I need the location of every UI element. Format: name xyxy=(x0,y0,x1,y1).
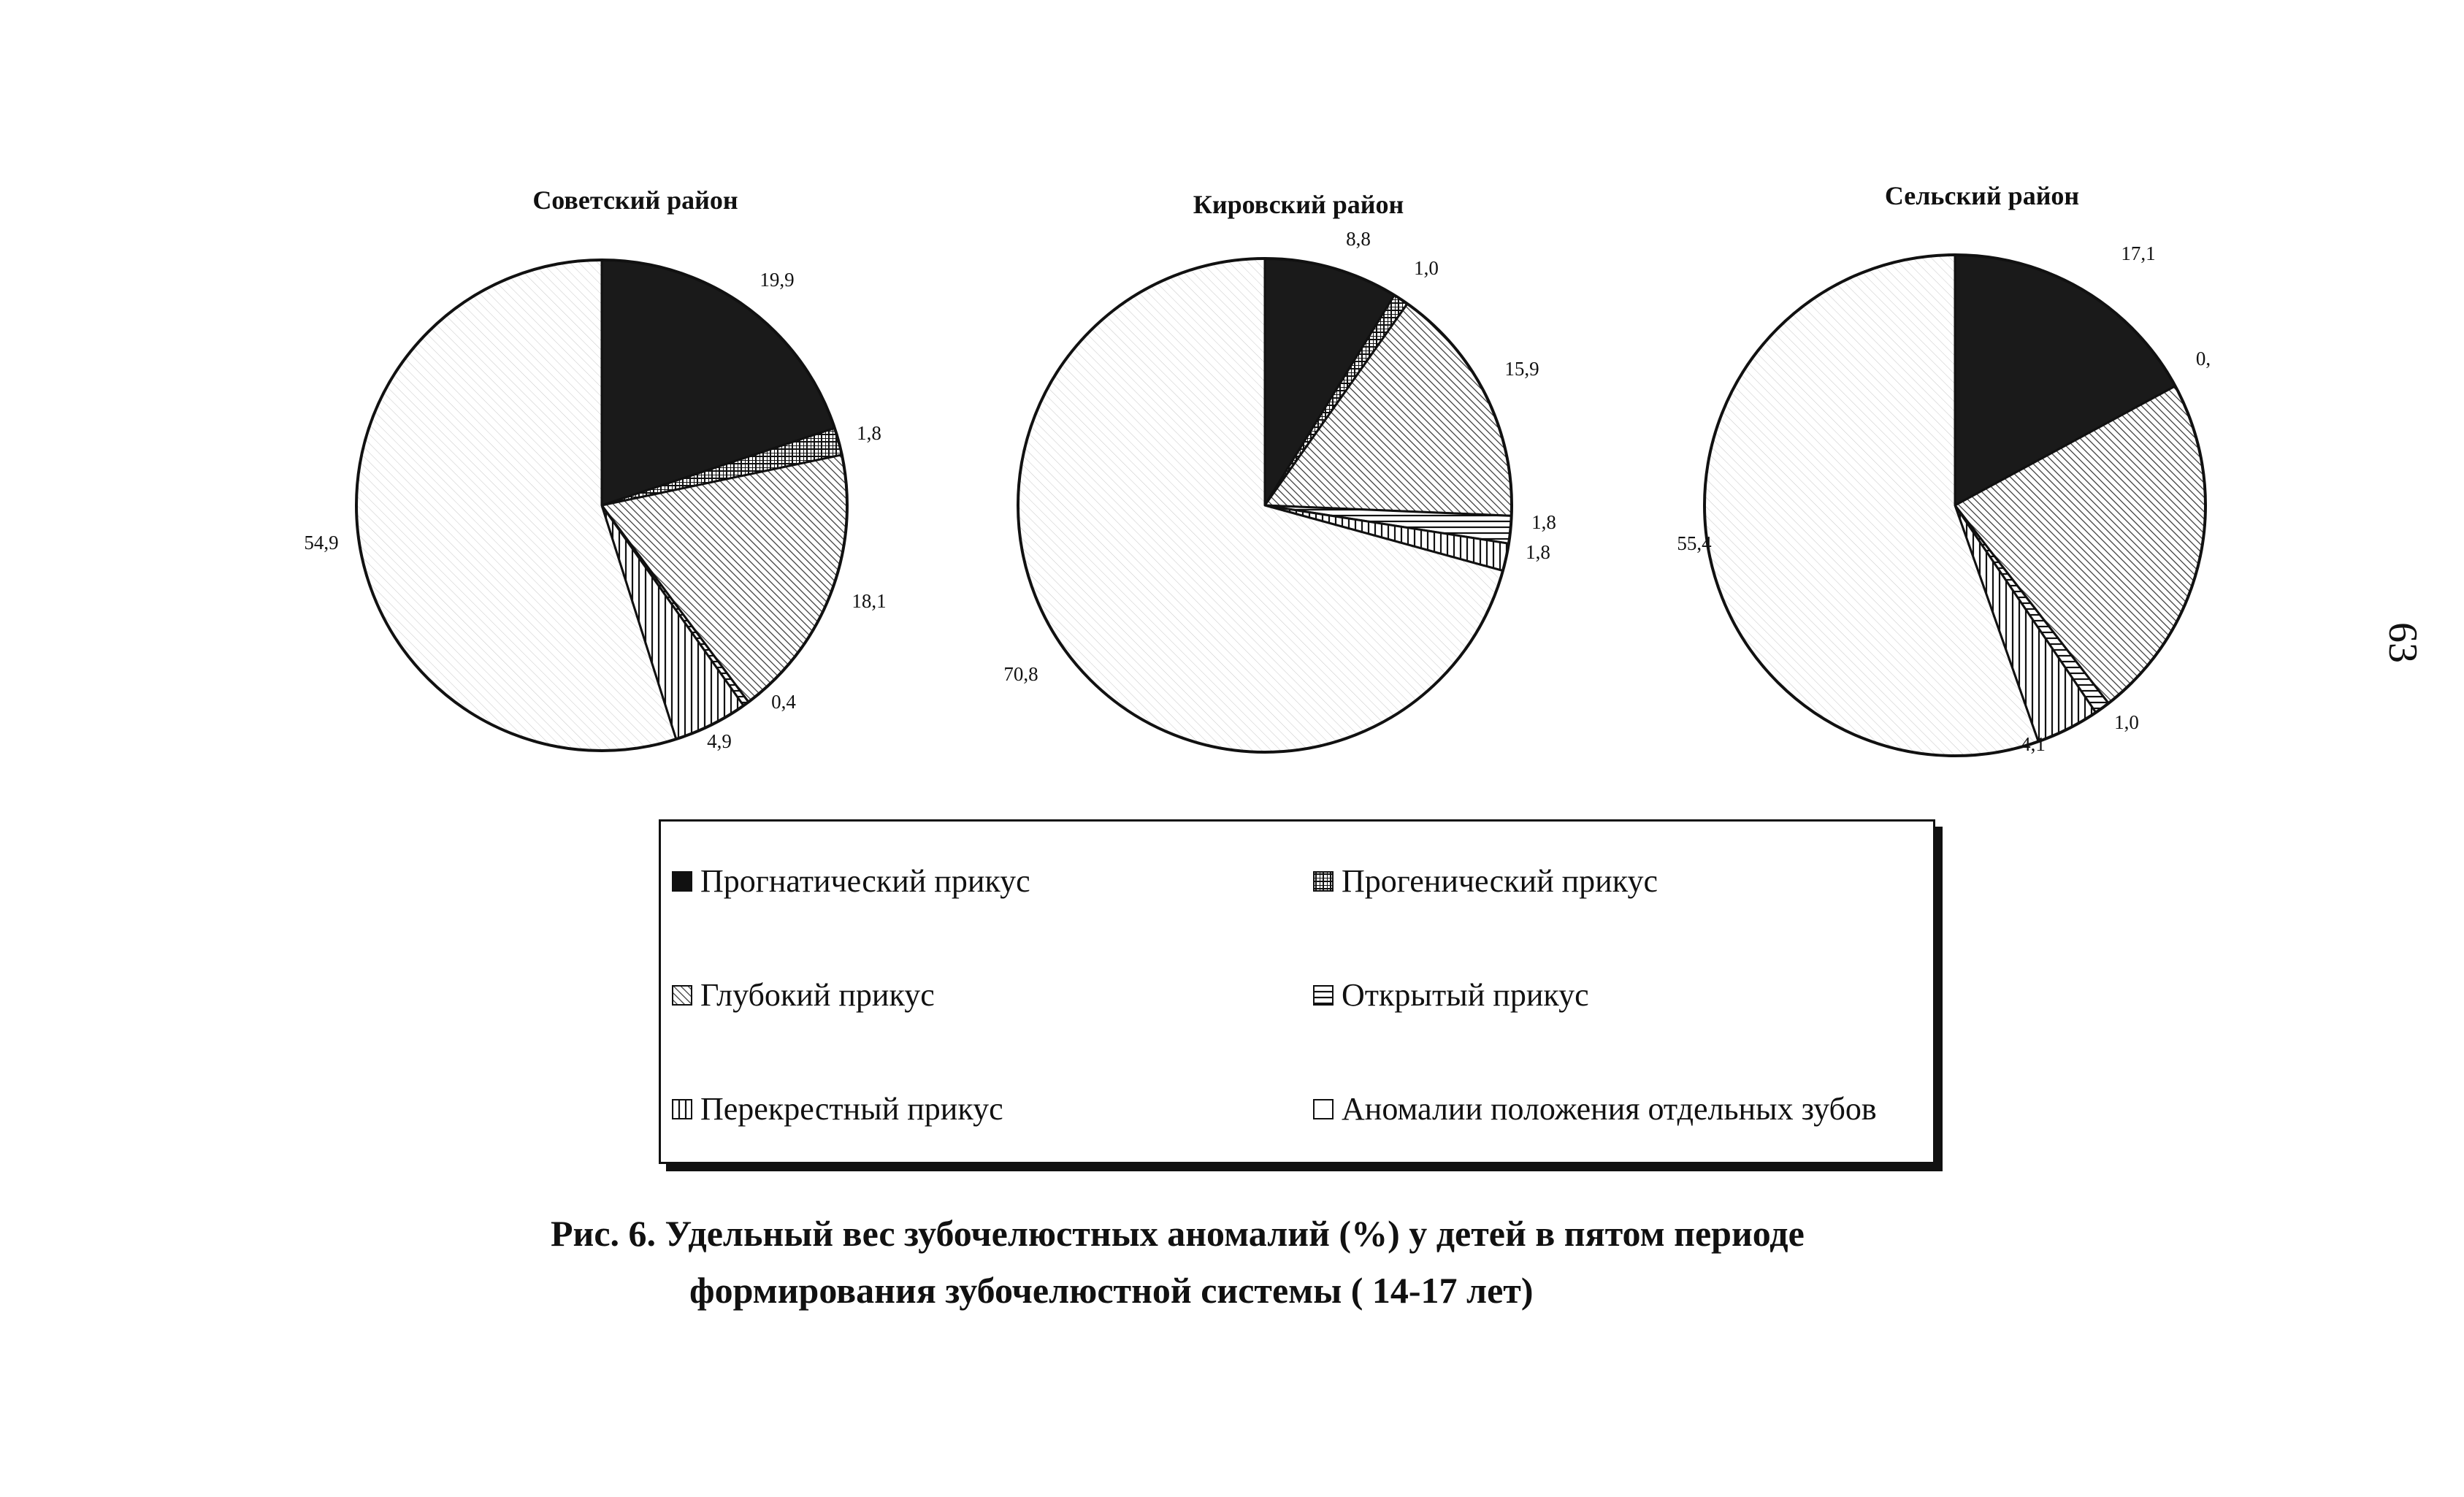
pie-data-label: 4,9 xyxy=(707,730,732,752)
pie-chart-sovetsky xyxy=(304,185,886,752)
legend xyxy=(659,819,1935,1164)
pie-data-label: 1,0 xyxy=(1414,257,1439,279)
pie-data-label: 0,4 xyxy=(771,691,796,713)
legend-swatch-solid xyxy=(671,870,693,892)
pie-data-label: 54,9 xyxy=(304,532,339,554)
pie-chart-selsky xyxy=(1677,181,2211,756)
pie-title: Советский район xyxy=(532,185,738,215)
legend-item-progenic xyxy=(1312,862,1658,900)
legend-label: Открытый прикус xyxy=(1342,977,1589,1013)
legend-label: Глубокий прикус xyxy=(700,977,935,1013)
pie-title: Сельский район xyxy=(1884,181,2080,210)
legend-item-cross xyxy=(671,1090,1003,1127)
pie-data-label: 1,8 xyxy=(857,422,881,444)
legend-item-single-teeth xyxy=(1312,1090,1877,1127)
legend-label: Прогнатический прикус xyxy=(700,863,1030,899)
pie-data-label: 70,8 xyxy=(1003,663,1038,685)
pie-data-label: 55,4 xyxy=(1677,532,1712,554)
legend-item-deep xyxy=(671,976,935,1014)
pie-chart-kirovsky xyxy=(1003,190,1556,752)
pie-data-label: 0, xyxy=(2195,348,2211,370)
legend-item-prognathic xyxy=(671,862,1030,900)
pie-data-label: 4,1 xyxy=(2021,733,2046,755)
pie-data-label: 1,8 xyxy=(1526,541,1550,563)
pie-data-label: 15,9 xyxy=(1504,358,1539,380)
pie-data-label: 1,0 xyxy=(2114,711,2139,733)
legend-label: Прогенический прикус xyxy=(1342,863,1658,899)
caption-line-1: Рис. 6. Удельный вес зубочелюстных аномалий (%) у детей в пятом периоде xyxy=(551,1213,1805,1254)
pie-data-label: 8,8 xyxy=(1346,228,1371,250)
pie-data-label: 19,9 xyxy=(760,269,795,291)
caption-line-2: формирования зубочелюстной системы ( 14-17 лет) xyxy=(689,1270,1534,1311)
legend-swatch-vertical xyxy=(671,1098,693,1120)
legend-swatch-grid xyxy=(1312,870,1334,892)
pie-data-label: 17,1 xyxy=(2121,242,2156,264)
page-number: 63 xyxy=(2380,622,2425,663)
legend-swatch-white xyxy=(1312,1098,1334,1120)
legend-label: Аномалии положения отдельных зубов xyxy=(1342,1091,1877,1127)
pie-data-label: 1,8 xyxy=(1531,511,1556,533)
legend-label: Перекрестный прикус xyxy=(700,1091,1003,1127)
pie-title: Кировский район xyxy=(1193,190,1404,219)
legend-item-open xyxy=(1312,976,1589,1014)
legend-swatch-diagonal xyxy=(671,984,693,1006)
pie-data-label: 18,1 xyxy=(852,590,887,612)
legend-swatch-horizontal xyxy=(1312,984,1334,1006)
